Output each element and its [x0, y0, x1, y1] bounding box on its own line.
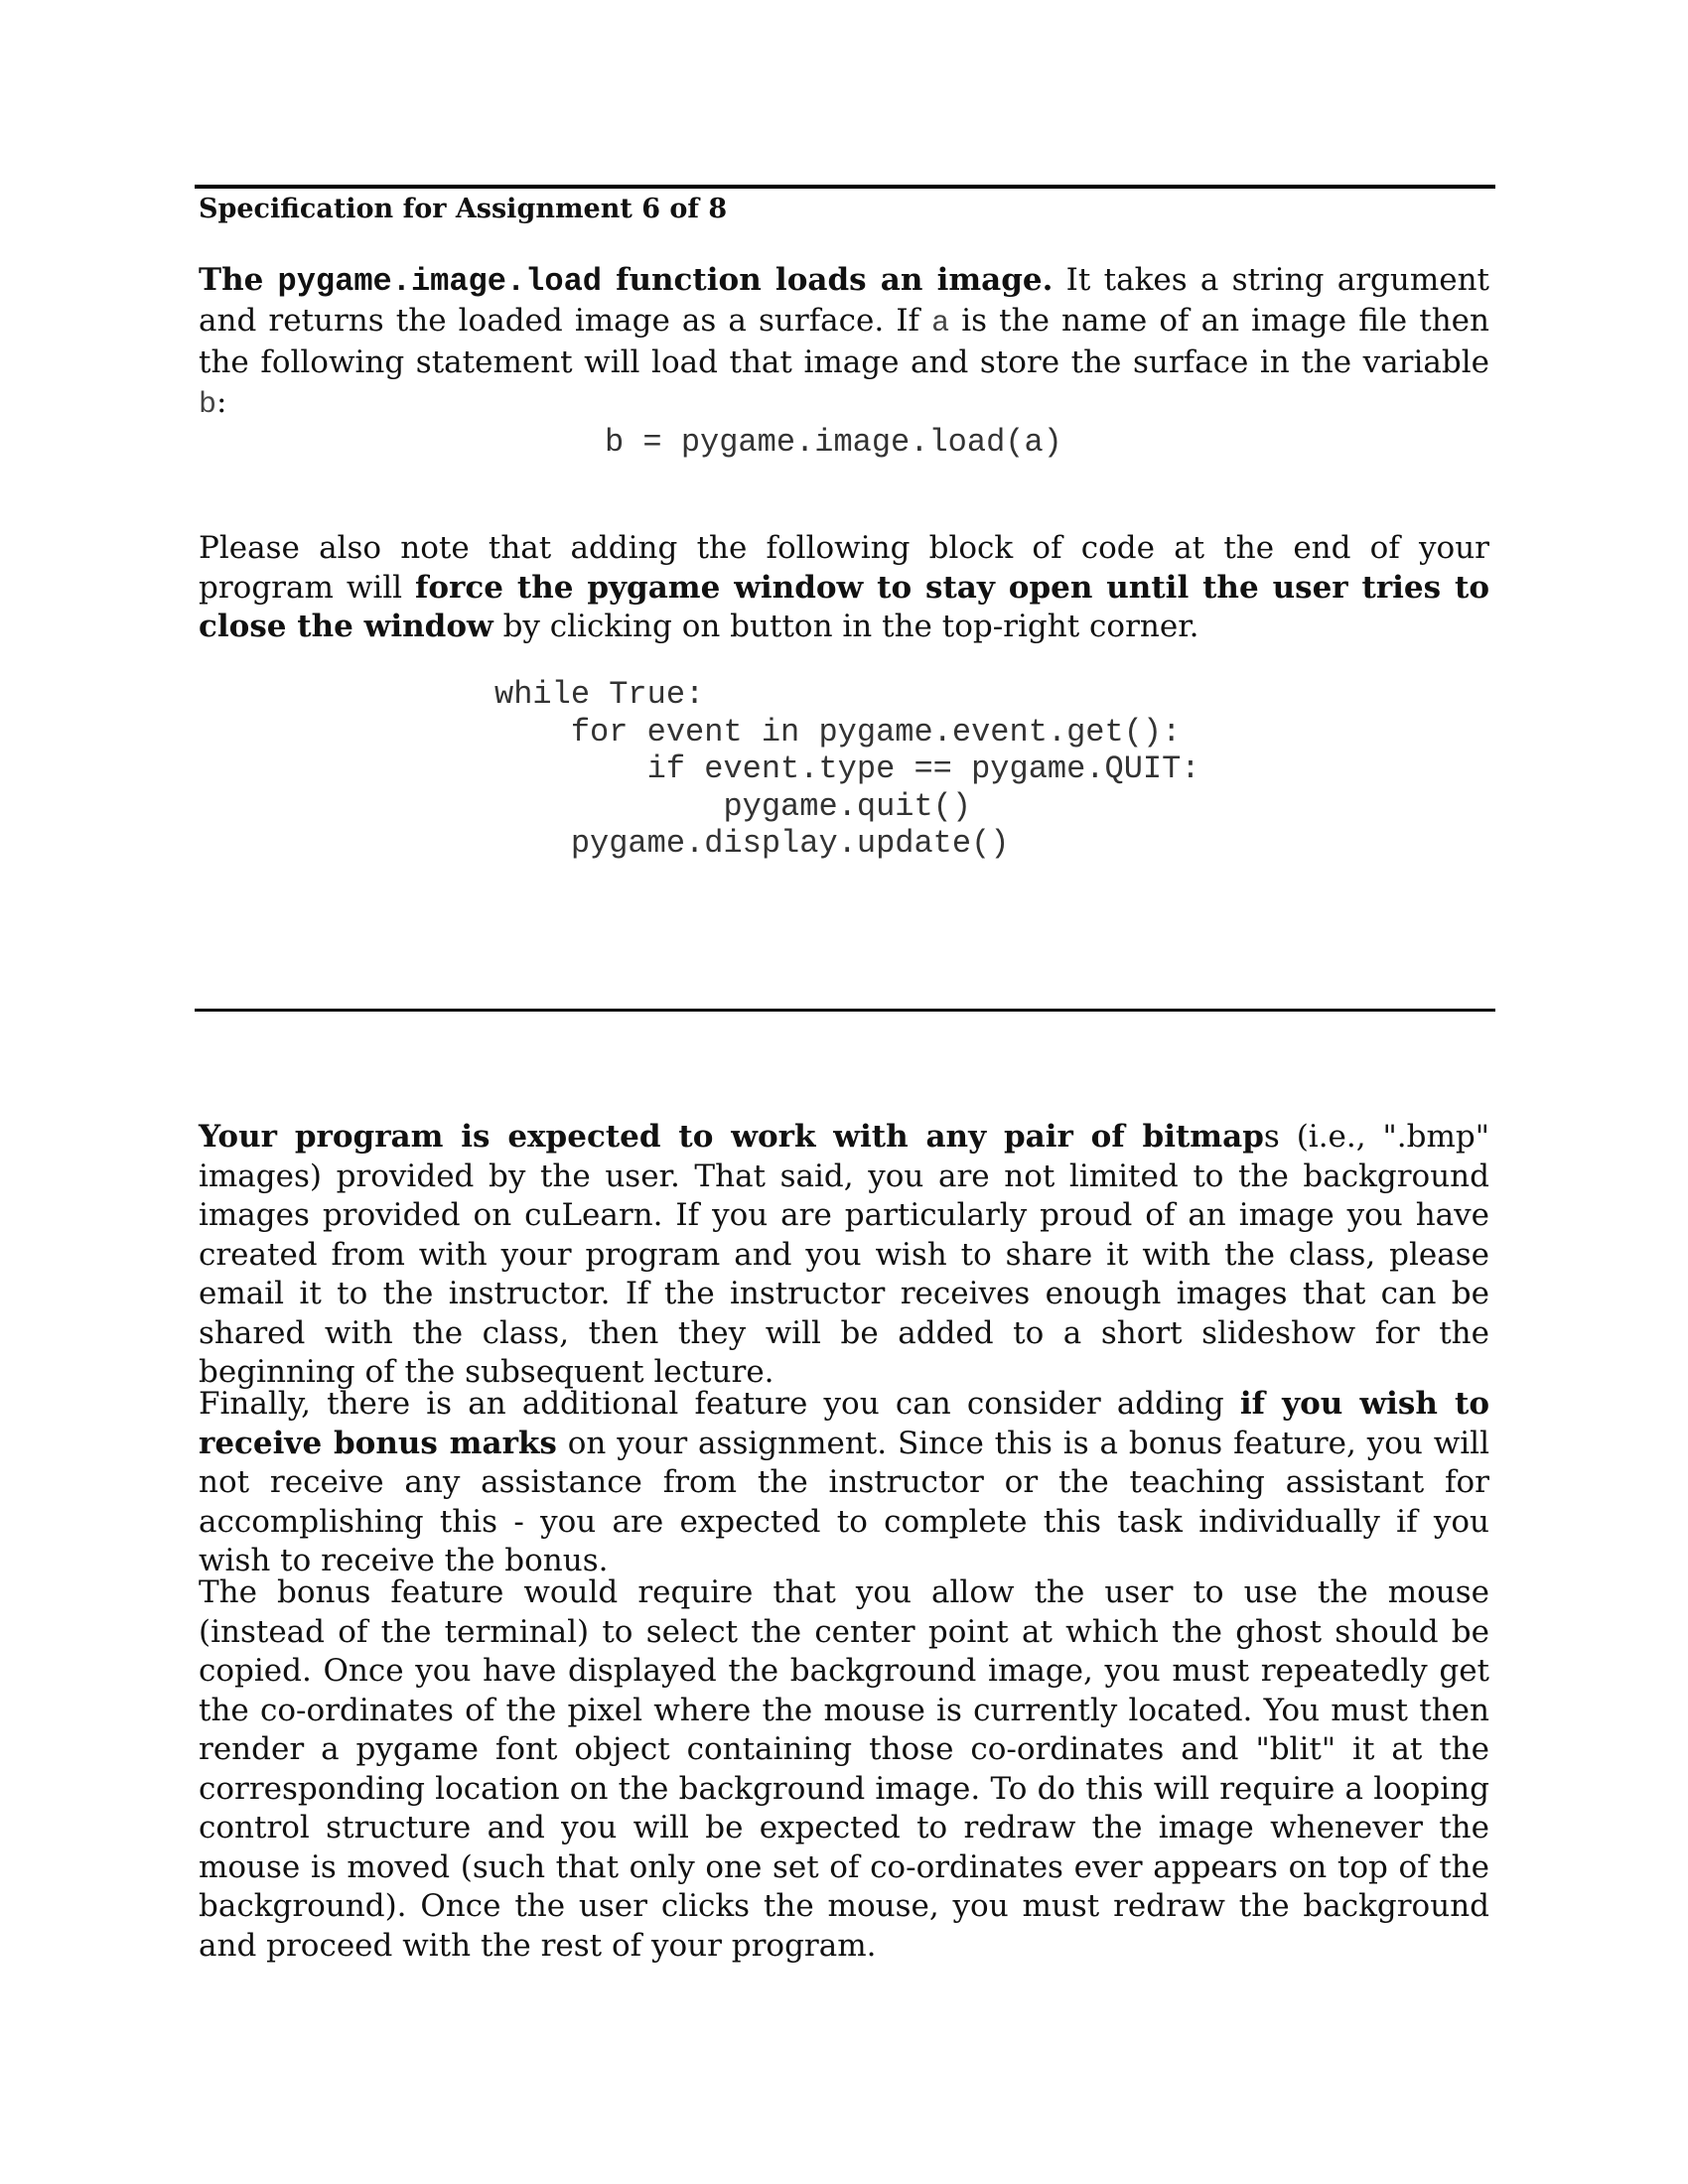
page-header: Specification for Assignment 6 of 8: [199, 194, 728, 224]
text-a: It takes a string argument and returns the loaded image as a surface. If: [199, 262, 1489, 339]
code-snippet-load: b = pygame.image.load(a): [605, 424, 1062, 461]
function-name-code: pygame.image.load: [277, 263, 602, 300]
text-a: Finally, there is an additional feature you can consider adding: [199, 1386, 1240, 1422]
text-b: on your assignment. Since this is a bonus feature, you will not receive any assistance from the instructor or the teaching assistant for accomplishing this - you are expected to complete this task individually if you wish to receive the bonus.: [199, 1425, 1489, 1578]
var-b: b: [199, 387, 217, 422]
paragraph-image-load: [199, 261, 1489, 425]
text-a: Please also note that adding the following block of code at the end of your program will: [199, 530, 1489, 606]
top-rule: [195, 185, 1495, 189]
intro-bold-b: function loads an image.: [601, 262, 1054, 298]
code-block-event-loop: while True: for event in pygame.event.get(): if event.type == pygame.QUIT: pygame.quit() pygame.display.update(): [494, 676, 1200, 862]
bold-force-open: force the pygame window to stay open until the user tries to close the window: [199, 569, 1489, 644]
paragraph-window-open: [199, 529, 1489, 647]
paragraph-bonus-feature: The bonus feature would require that you allow the user to use the mouse (instead of the terminal) to select the center point at which the ghost should be copied. Once you have displayed the background image, you must repeatedly get the co-ordinates of the pixel where the mouse is currently located. You must then render a pygame font object containing those co-ordinates and "blit" it at the corresponding location on the background image. To do this will require a looping control structure and you will be expected to redraw the image whenever the mouse is moved (such that only one set of co-ordinates ever appears on top of the background). Once the user clicks the mouse, you must redraw the background and proceed with the rest of your program.: [199, 1574, 1489, 1964]
bold-bonus-marks: if you wish to receive bonus marks: [199, 1386, 1490, 1461]
text-c: :: [216, 383, 227, 420]
var-a: a: [931, 306, 950, 341]
text: s (i.e., ".bmp" images) provided by the user. That said, you are not limited to the background images provided on cuLearn. If you are particularly proud of an image you have created from with your program and you wish to share it with the class, please email it to the instructor. If the instructor receives enough images that can be shared with the class, then they will be added to a short slideshow for the beginning of the subsequent lecture.: [199, 1119, 1489, 1390]
intro-bold-a: The: [199, 262, 278, 298]
paragraph-bitmaps: [199, 1118, 1489, 1393]
text-b: is the name of an image file then the following statement will load that image and store the surface in the variable: [199, 302, 1489, 380]
bold-bitmaps: Your program is expected to work with any pair of bitmap: [199, 1119, 1264, 1155]
text-b: by clicking on button in the top-right corner.: [492, 609, 1199, 644]
paragraph-bonus-intro: [199, 1385, 1489, 1581]
middle-rule: [195, 1009, 1495, 1012]
